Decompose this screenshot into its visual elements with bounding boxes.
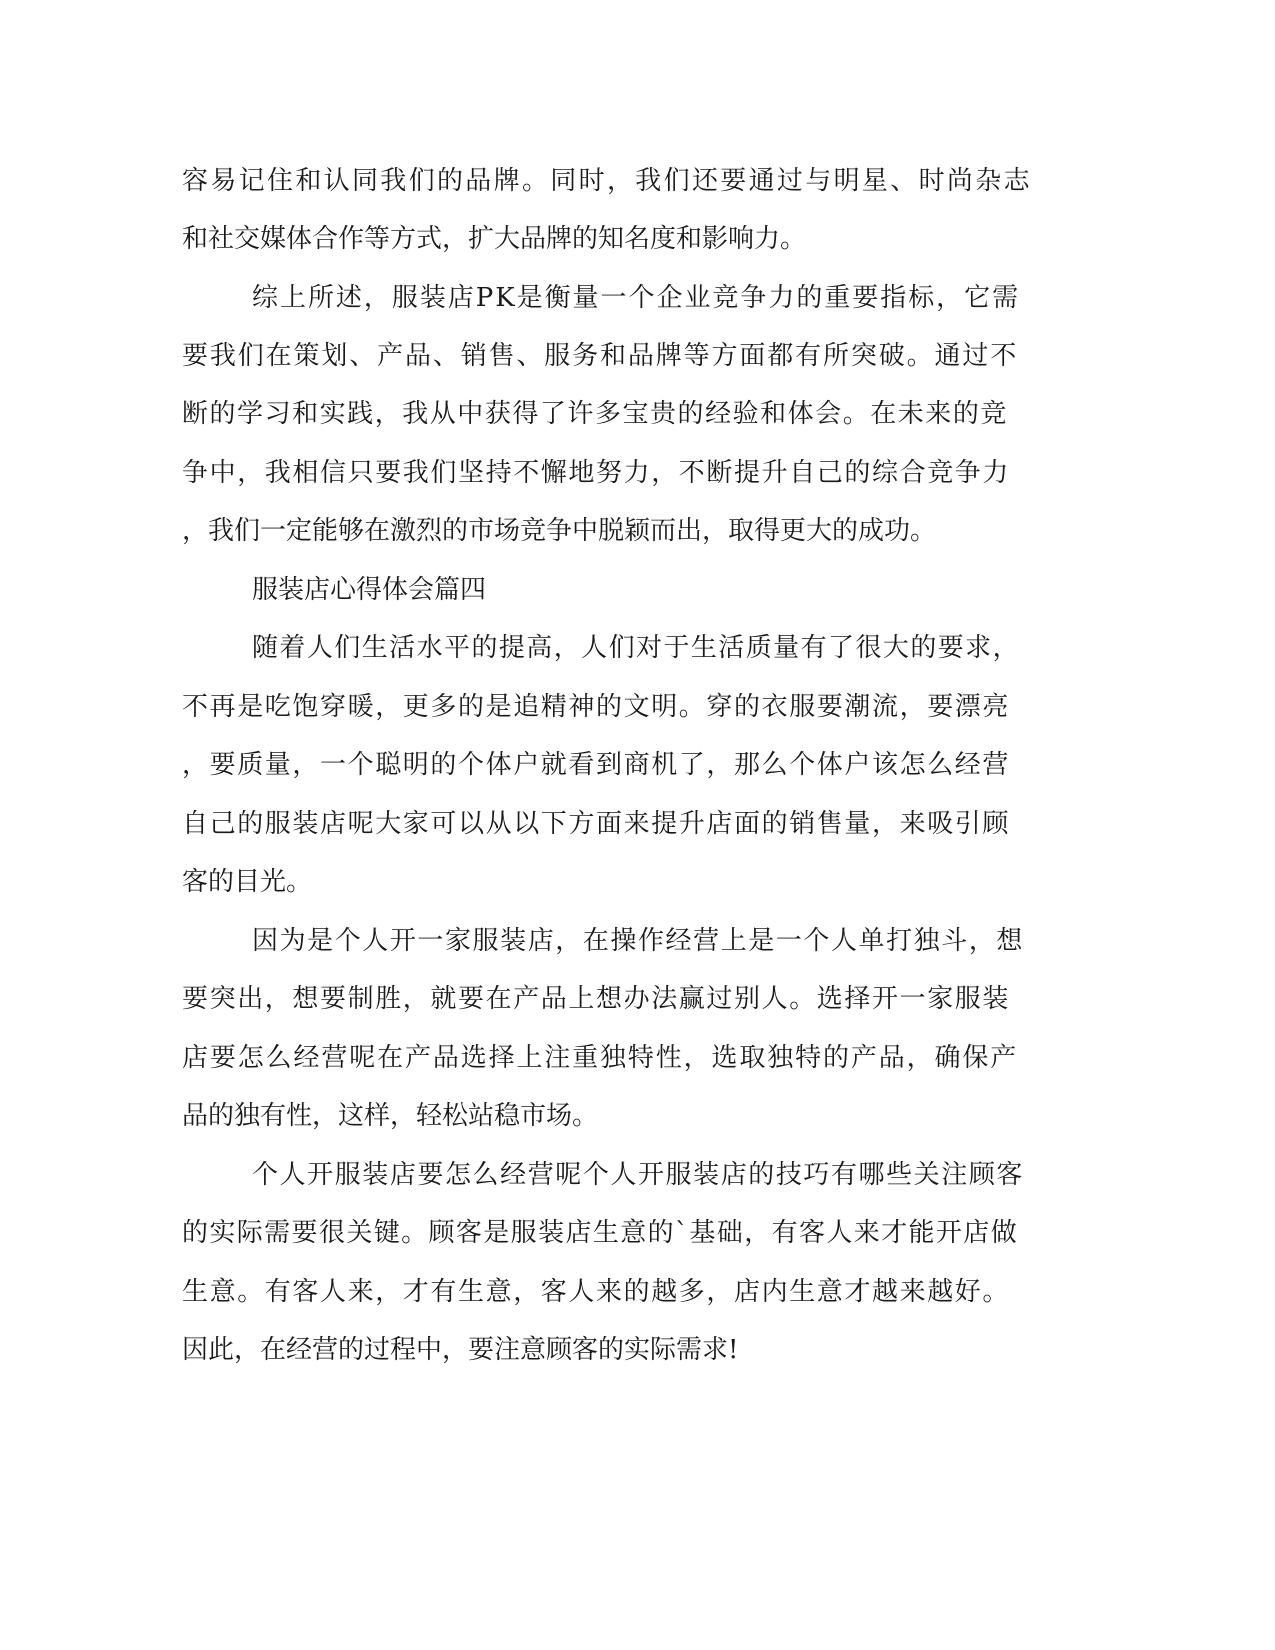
text-line: 客的目光。 — [182, 867, 313, 897]
text-line: 综上所述，服装店PK是衡量一个企业竞争力的重要指标，它需 — [252, 283, 1021, 313]
text-line: 因此，在经营的过程中，要注意顾客的实际需求! — [182, 1335, 739, 1365]
section-heading: 服装店心得体会篇四 — [252, 575, 487, 605]
text-line: 和社交媒体合作等方式，扩大品牌的知名度和影响力。 — [182, 224, 807, 254]
text-line: ，要质量，一个聪明的个体户就看到商机了，那么个体户该怎么经营 — [182, 750, 1011, 780]
text-line: 个人开服装店要怎么经营呢个人开服装店的技巧有哪些关注顾客 — [252, 1160, 1024, 1190]
text-line: 不再是吃饱穿暖，更多的是追精神的文明。穿的衣服要潮流，要漂亮 — [182, 692, 1011, 722]
text-line: 品的独有性，这样，轻松站稳市场。 — [182, 1101, 599, 1131]
text-line: 店要怎么经营呢在产品选择上注重独特性，选取独特的产品，确保产 — [182, 1043, 1019, 1073]
text-line: 要突出，想要制胜，就要在产品上想办法赢过别人。选择开一家服装 — [182, 984, 1011, 1014]
text-line: 生意。有客人来，才有生意，客人来的越多，店内生意才越来越好。 — [182, 1277, 1011, 1307]
text-line: 随着人们生活水平的提高，人们对于生活质量有了很大的要求， — [252, 633, 1021, 663]
text-line: 因为是个人开一家服装店，在操作经营上是一个人单打独斗，想 — [252, 926, 1024, 956]
text-line: 要我们在策划、产品、销售、服务和品牌等方面都有所突破。通过不 — [182, 341, 1019, 371]
text-line: 断的学习和实践，我从中获得了许多宝贵的经验和体会。在未来的竞 — [182, 399, 1008, 429]
text-line: 容易记住和认同我们的品牌。同时，我们还要通过与明星、时尚杂志 — [182, 166, 1032, 196]
text-line: 的实际需要很关键。顾客是服装店生意的`基础，有客人来才能开店做 — [182, 1218, 1019, 1248]
text-line: 自己的服装店呢大家可以从以下方面来提升店面的销售量，来吸引顾 — [182, 809, 1011, 839]
text-line: 争中，我相信只要我们坚持不懈地努力，不断提升自己的综合竞争力 — [182, 458, 1011, 488]
text-line: ，我们一定能够在激烈的市场竞争中脱颖而出，取得更大的成功。 — [182, 516, 937, 546]
